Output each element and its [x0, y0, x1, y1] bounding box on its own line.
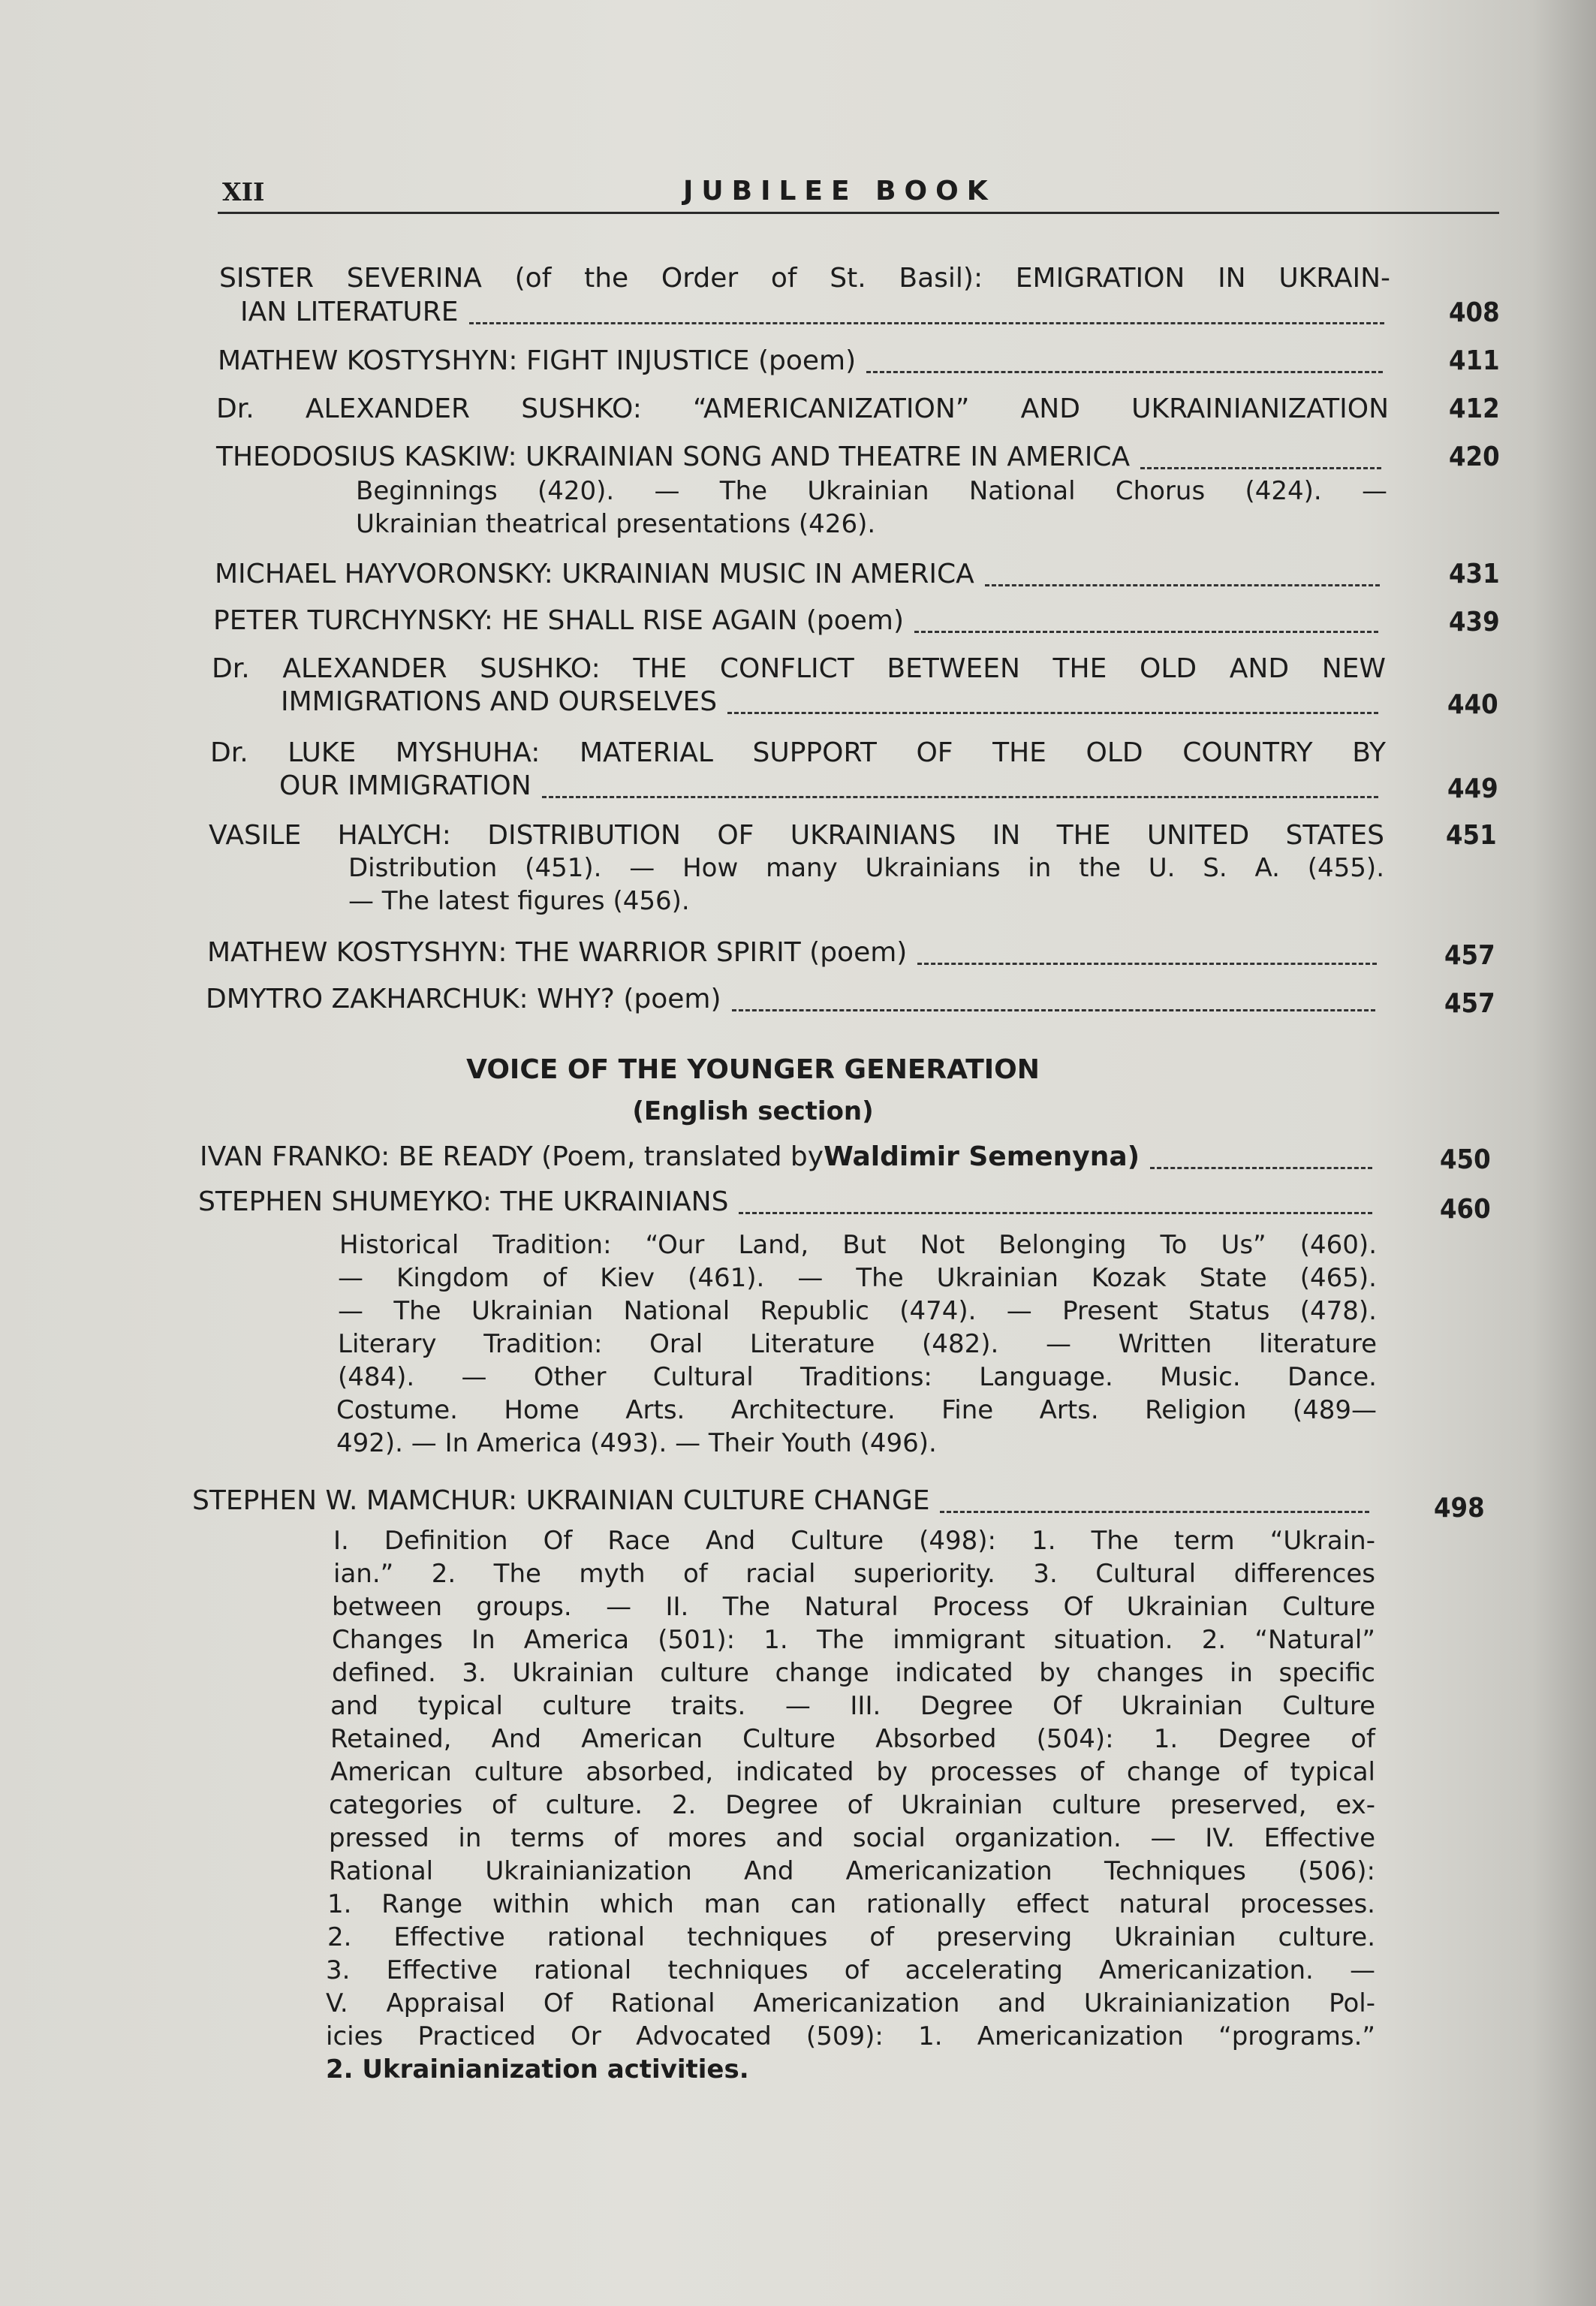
- page-header: [218, 174, 1499, 214]
- toc-entry-subsections: — The Ukrainian National Republic (474). — Present Status (478).: [338, 1296, 1377, 1326]
- toc-entry-subsections: Changes In America (501): 1. The immigrant situation. 2. “Natural”: [332, 1625, 1375, 1655]
- page-number: 460: [1440, 1194, 1491, 1225]
- page-folio: XII: [222, 177, 265, 206]
- page-number: 449: [1447, 773, 1498, 804]
- toc-entry-subsections: 2. Effective rational techniques of preserving Ukrainian culture.: [327, 1922, 1375, 1952]
- leader-dots: [866, 371, 1383, 373]
- toc-entry-title: PETER TURCHYNSKY: HE SHALL RISE AGAIN (poem): [213, 605, 905, 636]
- toc-entry-title: MATHEW KOSTYSHYN: THE WARRIOR SPIRIT (poem): [207, 937, 908, 968]
- page-number: 411: [1449, 345, 1500, 376]
- page-number: 412: [1449, 393, 1500, 424]
- toc-entry-title: THEODOSIUS KASKIW: UKRAINIAN SONG AND THEATRE IN AMERICA: [216, 442, 1131, 472]
- leader-dots: [739, 1212, 1372, 1214]
- toc-entry-subsections: ian.” 2. The myth of racial superiority. 3. Cultural differences: [333, 1559, 1375, 1589]
- page-number: 420: [1449, 442, 1500, 472]
- leader-dots: [917, 963, 1377, 965]
- toc-entry-subsections: (484). — Other Cultural Traditions: Language. Music. Dance.: [338, 1362, 1377, 1392]
- toc-entry-subsections: Costume. Home Arts. Architecture. Fine Arts. Religion (489—: [336, 1395, 1377, 1425]
- toc-entry-subsections: — The latest figures (456).: [348, 886, 690, 916]
- leader-dots: [732, 1009, 1376, 1011]
- toc-entry-subsections: Literary Tradition: Oral Literature (482). — Written literature: [338, 1329, 1377, 1359]
- toc-entry-title-continued: IAN LITERATURE: [240, 297, 459, 327]
- toc-entry-title: Dr. ALEXANDER SUSHKO: THE CONFLICT BETWEEN THE OLD AND NEW: [212, 653, 1386, 684]
- toc-entry-title: VASILE HALYCH: DISTRIBUTION OF UKRAINIANS IN THE UNITED STATES: [209, 820, 1384, 851]
- leader-dots: [940, 1511, 1369, 1513]
- leader-dots: [985, 584, 1380, 586]
- running-title: JUBILEE BOOK: [683, 176, 996, 206]
- toc-entry-subsections: Retained, And American Culture Absorbed (504): 1. Degree of: [330, 1724, 1375, 1754]
- toc-entry-subsections: Historical Tradition: “Our Land, But Not Belonging To Us” (460).: [339, 1230, 1377, 1260]
- leader-dots: [1150, 1167, 1372, 1169]
- toc-entry-title: IVAN FRANKO: BE READY (Poem, translated by: [200, 1141, 824, 1172]
- toc-entry-subsections: I. Definition Of Race And Culture (498): 1. The term “Ukrain-: [333, 1526, 1375, 1556]
- leader-dots: [727, 712, 1378, 714]
- page-number: 439: [1449, 607, 1500, 638]
- toc-entry-title: DMYTRO ZAKHARCHUK: WHY? (poem): [206, 984, 721, 1014]
- leader-dots: [914, 631, 1378, 633]
- toc-entry-title-continued: OUR IMMIGRATION: [279, 770, 531, 801]
- leader-dots: [469, 322, 1384, 324]
- toc-entry-title: STEPHEN SHUMEYKO: THE UKRAINIANS: [198, 1186, 729, 1217]
- toc-entry-subsections: between groups. — II. The Natural Process Of Ukrainian Culture: [332, 1592, 1375, 1622]
- page-number: 440: [1447, 689, 1498, 720]
- page-number: 450: [1440, 1144, 1491, 1175]
- toc-entry-subsections: Beginnings (420). — The Ukrainian National Chorus (424). —: [356, 476, 1387, 506]
- section-title: VOICE OF THE YOUNGER GENERATION: [466, 1054, 1040, 1085]
- toc-entry-title: SISTER SEVERINA (of the Order of St. Basil): EMIGRATION IN UKRAIN-: [219, 263, 1390, 294]
- page-number: 457: [1444, 940, 1495, 971]
- toc-entry-title: Dr. LUKE MYSHUHA: MATERIAL SUPPORT OF THE OLD COUNTRY BY: [210, 737, 1386, 768]
- page-number: 451: [1446, 820, 1497, 851]
- toc-entry-title: STEPHEN W. MAMCHUR: UKRAINIAN CULTURE CHANGE: [192, 1485, 930, 1516]
- toc-entry-subsections: categories of culture. 2. Degree of Ukrainian culture preserved, ex-: [329, 1790, 1375, 1820]
- page-number: 498: [1434, 1493, 1485, 1524]
- toc-entry-title: MICHAEL HAYVORONSKY: UKRAINIAN MUSIC IN AMERICA: [215, 559, 974, 589]
- toc-entry-subsections: defined. 3. Ukrainian culture change indicated by changes in specific: [332, 1658, 1375, 1688]
- toc-entry-subsections: 492). — In America (493). — Their Youth (496).: [336, 1428, 937, 1458]
- toc-entry-subsections: 2. Ukrainianization activities.: [326, 2054, 749, 2084]
- leader-dots: [542, 796, 1378, 798]
- leader-dots: [1140, 467, 1381, 469]
- toc-entry-subsections: Ukrainian theatrical presentations (426).: [356, 509, 876, 539]
- toc-entry-title-continued: IMMIGRATIONS AND OURSELVES: [281, 686, 718, 717]
- toc-entry-subsections: V. Appraisal Of Rational Americanization and Ukrainianization Pol-: [326, 1988, 1375, 2018]
- toc-entry-subsections: 3. Effective rational techniques of accelerating Americanization. —: [326, 1955, 1375, 1985]
- toc-entry-subsections: icies Practiced Or Advocated (509): 1. Americanization “programs.”: [326, 2021, 1375, 2051]
- section-subtitle: (English section): [632, 1096, 874, 1126]
- translator-name: Waldimir Semenyna): [824, 1141, 1140, 1172]
- toc-entry-subsections: American culture absorbed, indicated by processes of change of typical: [330, 1757, 1375, 1787]
- page-number: 457: [1444, 988, 1495, 1019]
- toc-entry-title: Dr. ALEXANDER SUSHKO: “AMERICANIZATION” AND UKRAINIANIZATION: [216, 393, 1389, 424]
- toc-entry-title: MATHEW KOSTYSHYN: FIGHT INJUSTICE (poem): [218, 345, 857, 376]
- toc-entry-subsections: 1. Range within which man can rationally effect natural processes.: [327, 1889, 1375, 1919]
- toc-entry-subsections: pressed in terms of mores and social organization. — IV. Effective: [329, 1823, 1375, 1853]
- toc-entry-subsections: — Kingdom of Kiev (461). — The Ukrainian Kozak State (465).: [338, 1263, 1377, 1293]
- toc-entry-subsections: and typical culture traits. — III. Degree Of Ukrainian Culture: [330, 1691, 1375, 1721]
- toc-entry-subsections: Rational Ukrainianization And Americanization Techniques (506):: [329, 1856, 1375, 1886]
- toc-entry-subsections: Distribution (451). — How many Ukrainians in the U. S. A. (455).: [348, 853, 1384, 883]
- page-number: 431: [1449, 559, 1500, 589]
- page-number: 408: [1449, 297, 1500, 328]
